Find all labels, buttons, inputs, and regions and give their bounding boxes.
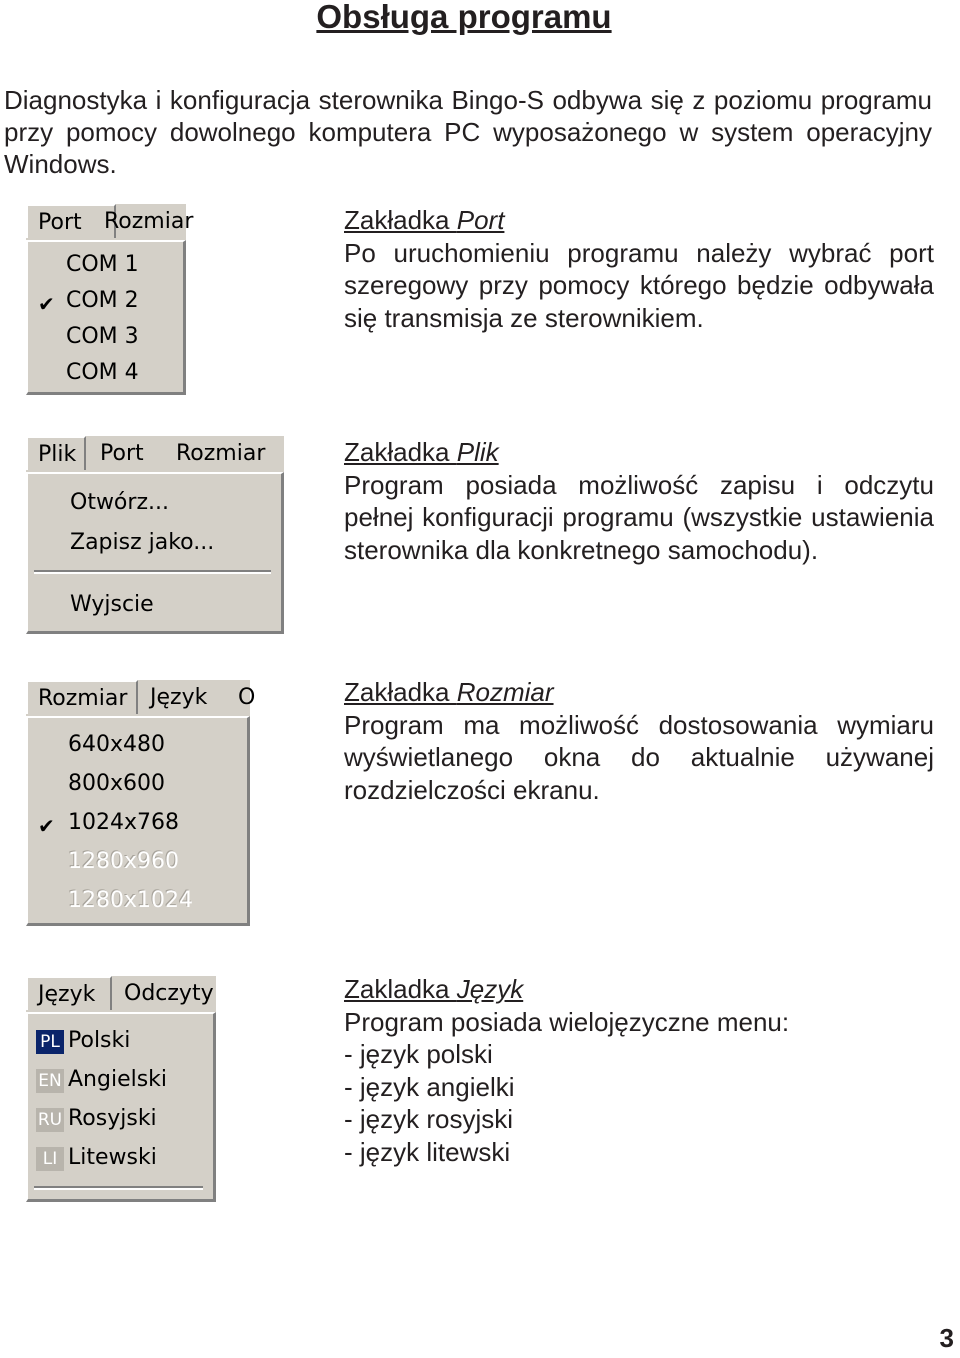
- ru-flag-icon: RU: [37, 1110, 63, 1130]
- page-title: Obsługa programu: [316, 0, 612, 35]
- port-dropdown: [26, 240, 186, 395]
- menu-item-1280x960: 1280x960: [68, 849, 179, 874]
- section-plik: [344, 436, 934, 566]
- menubar: [26, 976, 216, 1010]
- jezyk-dropdown: [26, 1012, 216, 1202]
- jezyk-menu-screenshot: [26, 976, 216, 1202]
- page-number: 3: [939, 1323, 954, 1353]
- section-text: Po uruchomieniu programu należy wybrać port szeregowy przy pomocy którego będzie odbywała się transmisja ze sterownikiem.: [344, 237, 934, 333]
- menu-item-640x480[interactable]: 640x480: [68, 732, 166, 757]
- menu-rozmiar[interactable]: Rozmiar: [176, 441, 266, 466]
- menu-item-polski[interactable]: Polski: [68, 1028, 131, 1053]
- menu-plik[interactable]: Plik: [26, 436, 86, 470]
- plik-dropdown: [26, 472, 284, 634]
- language-list-item: - język rosyjski: [344, 1104, 514, 1134]
- menu-item-1280x1024: 1280x1024: [68, 888, 193, 913]
- section-heading: Zakładka Plik: [344, 437, 499, 467]
- menu-item-com3[interactable]: COM 3: [66, 324, 139, 349]
- li-flag-icon: LI: [36, 1147, 64, 1171]
- menu-item-zapisz-jako[interactable]: Zapisz jako...: [70, 530, 215, 555]
- section-text: Program posiada wielojęzyczne menu:: [344, 1006, 790, 1037]
- port-menu-screenshot: [26, 204, 194, 395]
- section-jezyk: [344, 973, 934, 1168]
- menu-odczyty[interactable]: Odczyty: [124, 981, 214, 1006]
- language-list-item: - język litewski: [344, 1136, 511, 1167]
- section-heading: Zakladka Język: [344, 974, 524, 1004]
- menu-item-1024x768[interactable]: 1024x768: [68, 810, 179, 835]
- language-list-item: - język polski: [344, 1039, 493, 1069]
- menu-separator: [34, 1186, 203, 1190]
- menu-o[interactable]: O: [238, 685, 256, 710]
- section-text: Program posiada możliwość zapisu i odczytu pełnej konfiguracji programu (wszystkie ustawienia sterownika dla konkretnego samochodu).: [344, 469, 934, 565]
- section-heading: Zakładka Port: [344, 205, 505, 235]
- menu-rozmiar[interactable]: Rozmiar: [104, 209, 194, 234]
- menubar: [26, 680, 256, 714]
- menu-item-com1[interactable]: COM 1: [66, 252, 139, 277]
- menu-item-rosyjski[interactable]: Rosyjski: [68, 1106, 157, 1131]
- menu-item-com4[interactable]: COM 4: [66, 360, 139, 385]
- menu-separator: [34, 570, 271, 574]
- menu-item-litewski[interactable]: Litewski: [68, 1145, 157, 1170]
- section-rozmiar: [344, 676, 934, 806]
- menu-item-com2[interactable]: COM 2: [66, 288, 139, 313]
- checkmark-icon: ✔: [38, 814, 55, 838]
- section-text: Program ma możliwość dostosowania wymiaru wyświetlanego okna do aktualnie używanej rozdzielczości ekranu.: [344, 709, 934, 805]
- menubar: [26, 436, 284, 470]
- menu-jezyk[interactable]: Język: [150, 685, 208, 710]
- checkmark-icon: ✔: [38, 292, 55, 316]
- section-heading: Zakładka Rozmiar: [344, 677, 554, 707]
- menu-item-800x600[interactable]: 800x600: [68, 771, 166, 796]
- pl-flag-icon: PL: [36, 1030, 64, 1054]
- menu-item-angielski[interactable]: Angielski: [68, 1067, 168, 1092]
- menubar: [26, 204, 194, 238]
- intro-paragraph: Diagnostyka i konfiguracja sterownika Bingo-S odbywa się z poziomu programu przy pomocy dowolnego komputera PC wyposażonego w system operacyjny Windows.: [4, 85, 932, 179]
- menu-item-wyjscie[interactable]: Wyjscie: [70, 592, 154, 617]
- en-flag-icon: EN: [36, 1069, 64, 1093]
- language-list-item: - język angielki: [344, 1071, 515, 1102]
- menu-port[interactable]: Port: [100, 441, 144, 466]
- menu-jezyk[interactable]: Język: [26, 976, 112, 1010]
- menu-port[interactable]: Port: [26, 204, 116, 238]
- rozmiar-menu-screenshot: [26, 680, 256, 926]
- menu-item-otworz[interactable]: Otwórz...: [70, 490, 169, 515]
- plik-menu-screenshot: [26, 436, 284, 634]
- menu-rozmiar[interactable]: Rozmiar: [26, 680, 138, 714]
- section-port: [344, 204, 934, 334]
- rozmiar-dropdown: [26, 716, 250, 926]
